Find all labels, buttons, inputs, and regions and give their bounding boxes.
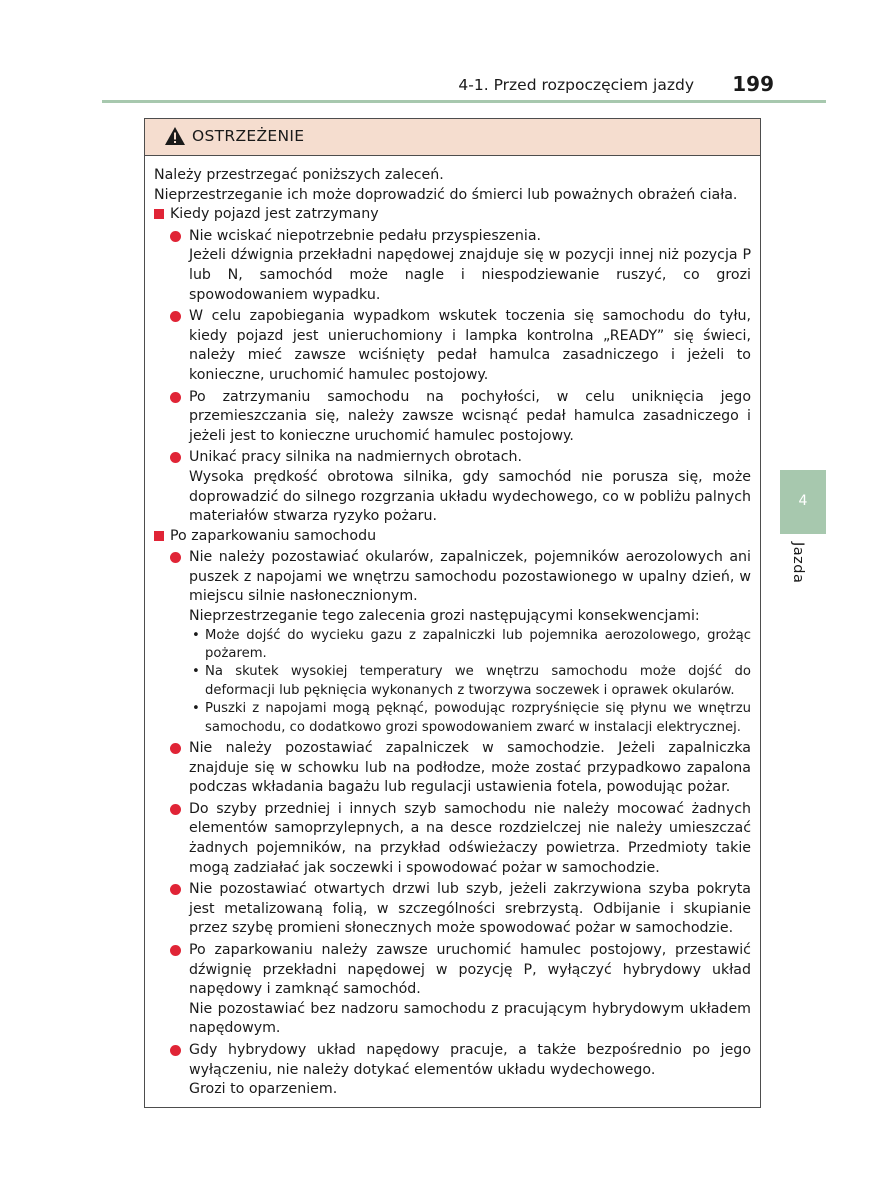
warning-header [145, 119, 760, 156]
list-item: Po zaparkowaniu należy zawsze uruchomić hamulec postojowy, przestawić dźwignię przekładni napędowej w pozycję P, wyłączyć hybrydowy układ napędowy i zamknąć samochód. Nie pozostawiać bez nadzoru samochodu z pracującym hybrydowym układem napędowym. [154, 941, 751, 1039]
sub-list-item: • Puszki z napojami mogą pęknąć, powodując rozpryśnięcie się płynu we wnętrzu samochodu, co dodatkowo grozi spowodowaniem zwarć w instalacji elektrycznej. [192, 701, 751, 735]
list-item: Nie należy pozostawiać zapalniczek w samochodzie. Jeżeli zapalniczka znajduje się w schowku lub na podłodze, może zostać przypadkowo zapalona podczas wkładania bagażu lub regulacji ustawienia fotela, powodując pożar. [154, 739, 751, 798]
list-item: W celu zapobiegania wypadkom wskutek toczenia się samochodu do tyłu, kiedy pojazd jest unieruchomiony i lampka kontrolna „READY” się świeci, należy mieć zawsze wciśnięty pedał hamulca zasadniczego i jeżeli to konieczne, uruchomić hamulec postojowy. [154, 307, 751, 385]
red-bullet-icon [170, 804, 181, 815]
page-number: 199 [732, 72, 774, 96]
red-bullet-icon [170, 1045, 181, 1056]
intro-line: Nieprzestrzeganie ich może doprowadzić do śmierci lub poważnych obrażeń ciała. [154, 186, 738, 203]
page-header [0, 72, 826, 98]
list-item: Nie należy pozostawiać okularów, zapalniczek, pojemników aerozolowych ani puszek z napojami we wnętrzu samochodu pozostawionego w upalny dzień, w miejscu silnie nasłonecznionym. Nieprzestrzeganie tego zalecenia grozi następującymi konsekwencjami: [154, 548, 751, 626]
section-heading: Po zaparkowaniu samochodu [154, 527, 751, 547]
chapter-tab [780, 470, 826, 534]
warning-content [154, 166, 751, 1100]
red-bullet-icon [170, 552, 181, 563]
list-item: Unikać pracy silnika na nadmiernych obrotach. Wysoka prędkość obrotowa silnika, gdy samochód nie porusza się, może doprowadzić do silnego rozgrzania układu wydechowego, co w pobliżu palnych materiałów stwarza ryzyko pożaru. [154, 448, 751, 526]
warning-triangle-icon [164, 126, 186, 146]
red-bullet-icon [170, 743, 181, 754]
chapter-tab-number: 4 [798, 493, 808, 509]
warning-box [144, 118, 761, 1108]
chapter-tab-label: Jazda [790, 542, 806, 584]
red-bullet-icon [170, 392, 181, 403]
list-item: Nie pozostawiać otwartych drzwi lub szyb, jeżeli zakrzywiona szyba pokryta jest metalizowaną folią, w szczególności srebrzystą. Odbijanie i skupianie przez szybę promieni słonecznych może spowodować pożar w samochodzie. [154, 880, 751, 939]
header-rule [102, 100, 826, 103]
red-bullet-icon [170, 452, 181, 463]
sub-list-item: • Może dojść do wycieku gazu z zapalniczki lub pojemnika aerozolowego, grożąc pożarem. [192, 627, 751, 662]
red-bullet-icon [170, 945, 181, 956]
sub-list-item: • Na skutek wysokiej temperatury we wnętrzu samochodu może dojść do deformacji lub pęknięcia wykonanych z tworzywa soczewek i oprawek okularów. [192, 664, 751, 698]
red-bullet-icon [170, 884, 181, 895]
list-item: Gdy hybrydowy układ napędowy pracuje, a także bezpośrednio po jego wyłączeniu, nie należy dotykać elementów układu wydechowego. Grozi to oparzeniem. [154, 1041, 751, 1100]
list-item: Po zatrzymaniu samochodu na pochyłości, w celu uniknięcia jego przemieszczania się, należy zawsze wcisnąć pedał hamulca zasadniczego i jeżeli jest to konieczne uruchomić hamulec postojowy. [154, 388, 751, 447]
red-bullet-icon [170, 231, 181, 242]
intro-line: Należy przestrzegać poniższych zaleceń. [154, 167, 444, 183]
chapter-title: 4-1. Przed rozpoczęciem jazdy [458, 76, 694, 94]
warning-title: OSTRZEŻENIE [192, 127, 305, 145]
list-item: Do szyby przedniej i innych szyb samochodu nie należy mocować żadnych elementów samoprzylepnych, a na desce rozdzielczej nie należy umieszczać żadnych pojemników, na przykład odświeżaczy powietrza. Przedmioty takie mogą zadziałać jak soczewki i spowodować pożar w samochodzie. [154, 800, 751, 878]
list-item: Nie wciskać niepotrzebnie pedału przyspieszenia. Jeżeli dźwignia przekładni napędowej znajduje się w pozycji innej niż pozycja P lub N, samochód może nagle i niespodziewanie ruszyć, co grozi spowodowaniem wypadku. [154, 227, 751, 305]
section-heading: Kiedy pojazd jest zatrzymany [154, 205, 751, 225]
red-bullet-icon [170, 311, 181, 322]
